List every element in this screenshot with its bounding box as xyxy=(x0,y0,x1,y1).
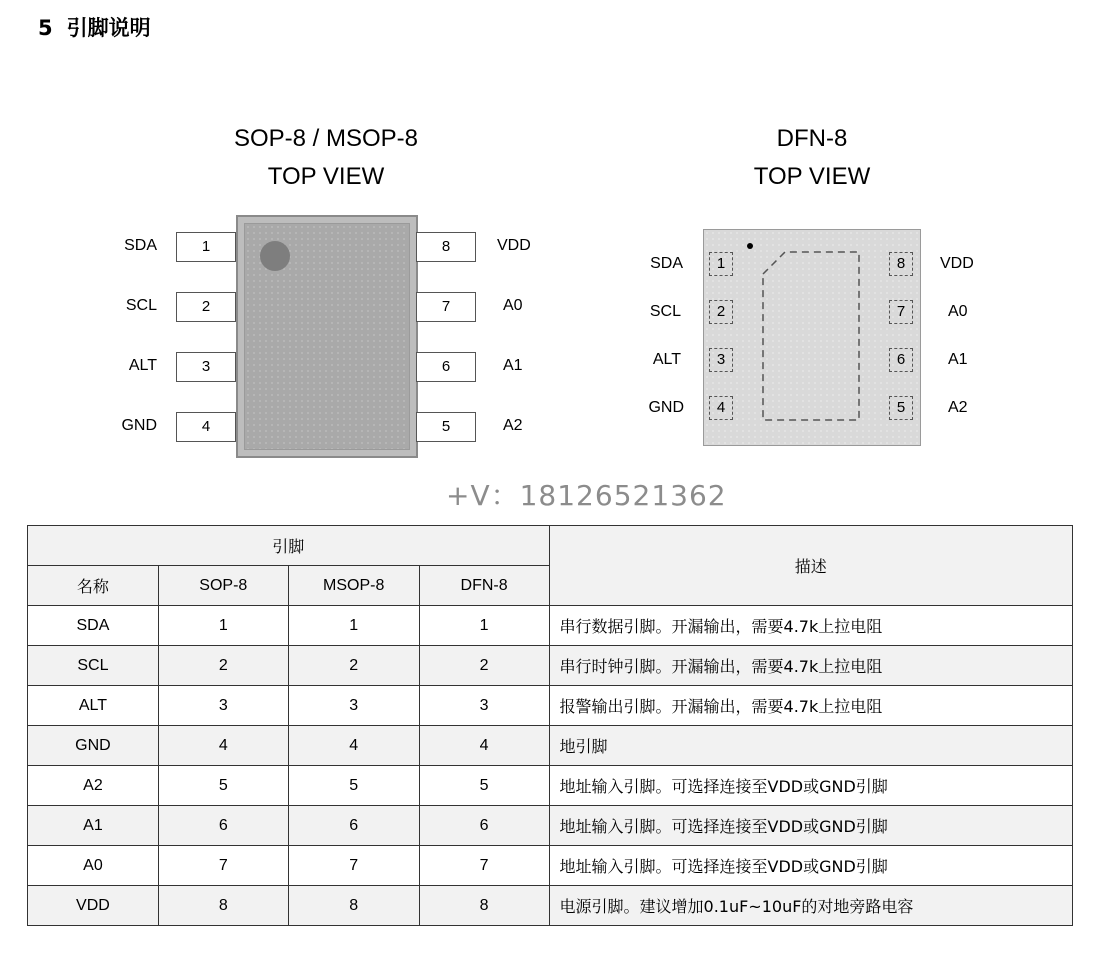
pin-name-cell: A1 xyxy=(28,806,159,846)
sop-pin: 8 xyxy=(416,232,476,262)
sop-pin-cell: 3 xyxy=(158,686,288,726)
sop-pin-cell: 7 xyxy=(158,846,288,886)
pin-name-cell: GND xyxy=(28,726,159,766)
sop-pin: 1 xyxy=(176,232,236,262)
sop-pin: 6 xyxy=(416,352,476,382)
dfn-pin: 5 xyxy=(889,396,913,420)
dfn-pin-label: GND xyxy=(648,399,684,416)
msop-pin-cell: 5 xyxy=(288,766,419,806)
sop-pin: 2 xyxy=(176,292,236,322)
pin-name-cell: A0 xyxy=(28,846,159,886)
description-cell: 地引脚 xyxy=(549,726,1072,766)
sop-pin: 7 xyxy=(416,292,476,322)
sop-pin-label: A2 xyxy=(503,417,523,434)
dfn-pin-cell: 7 xyxy=(419,846,549,886)
description-cell: 报警输出引脚。开漏输出，需要4.7k上拉电阻 xyxy=(549,686,1072,726)
sop-package-die xyxy=(244,223,410,450)
sop-pin-cell: 4 xyxy=(158,726,288,766)
description-header: 描述 xyxy=(549,526,1072,606)
msop-pin-cell: 8 xyxy=(288,886,419,926)
section-heading xyxy=(38,12,151,42)
pin-group-header: 引脚 xyxy=(28,526,550,566)
table-row xyxy=(28,646,1073,686)
sop-title-line1: SOP-8 / MSOP-8 xyxy=(233,125,419,152)
dfn-pin-label: SDA xyxy=(650,255,683,272)
dfn-pin: 7 xyxy=(889,300,913,324)
sop-pin: 5 xyxy=(416,412,476,442)
msop-pin-cell: 4 xyxy=(288,726,419,766)
dfn-package-title xyxy=(672,120,952,196)
table-row xyxy=(28,606,1073,646)
dfn-pin-cell: 8 xyxy=(419,886,549,926)
dfn-title-line1: DFN-8 xyxy=(776,125,848,152)
table-row xyxy=(28,726,1073,766)
sop-pin-label: SDA xyxy=(124,237,157,254)
description-cell: 地址输入引脚。可选择连接至VDD或GND引脚 xyxy=(549,806,1072,846)
dfn-pin-cell: 2 xyxy=(419,646,549,686)
dfn-pin: 8 xyxy=(889,252,913,276)
sop-pin-label: A0 xyxy=(503,297,523,314)
msop-pin-cell: 3 xyxy=(288,686,419,726)
table-row xyxy=(28,886,1073,926)
sop-title-line2: TOP VIEW xyxy=(267,163,385,190)
description-cell: 串行数据引脚。开漏输出，需要4.7k上拉电阻 xyxy=(549,606,1072,646)
sop-pin-cell: 2 xyxy=(158,646,288,686)
dfn-pin-label: A2 xyxy=(948,399,968,416)
dfn-pin-label: SCL xyxy=(649,303,681,320)
pin-name-cell: ALT xyxy=(28,686,159,726)
pin-name-cell: SCL xyxy=(28,646,159,686)
description-cell: 地址输入引脚。可选择连接至VDD或GND引脚 xyxy=(549,846,1072,886)
sop-pin-cell: 6 xyxy=(158,806,288,846)
dfn-title-line2: TOP VIEW xyxy=(753,163,871,190)
description-cell: 地址输入引脚。可选择连接至VDD或GND引脚 xyxy=(549,766,1072,806)
dfn-pin-label: A1 xyxy=(948,351,968,368)
dfn-pin: 1 xyxy=(709,252,733,276)
table-row xyxy=(28,806,1073,846)
dfn-pin: 6 xyxy=(889,348,913,372)
sop-pin: 3 xyxy=(176,352,236,382)
pin-name-cell: SDA xyxy=(28,606,159,646)
dfn-pin-label: VDD xyxy=(940,255,974,272)
sop-package-body xyxy=(236,215,418,458)
column-header-dfn8: DFN-8 xyxy=(419,566,549,606)
sop-pin-label: A1 xyxy=(503,357,523,374)
contact-text: +V：18126521362 xyxy=(446,479,727,512)
msop-pin-cell: 6 xyxy=(288,806,419,846)
pin-name-cell: A2 xyxy=(28,766,159,806)
dfn-pin-cell: 5 xyxy=(419,766,549,806)
pin-name-cell: VDD xyxy=(28,886,159,926)
section-number: 5 xyxy=(38,16,53,40)
dfn-pin: 4 xyxy=(709,396,733,420)
dfn-pin-cell: 6 xyxy=(419,806,549,846)
column-header-msop8: MSOP-8 xyxy=(288,566,419,606)
dfn-pin-cell: 3 xyxy=(419,686,549,726)
sop-pin-label: GND xyxy=(121,417,157,434)
dfn-pin-cell: 1 xyxy=(419,606,549,646)
msop-pin-cell: 7 xyxy=(288,846,419,886)
sop-pin-cell: 5 xyxy=(158,766,288,806)
sop-pin-label: SCL xyxy=(125,297,157,314)
dfn-pin-cell: 4 xyxy=(419,726,549,766)
table-row xyxy=(28,766,1073,806)
msop-pin-cell: 2 xyxy=(288,646,419,686)
table-row xyxy=(28,686,1073,726)
dfn-pin: 2 xyxy=(709,300,733,324)
sop-package-title xyxy=(186,120,466,196)
sop-pin-cell: 8 xyxy=(158,886,288,926)
description-cell: 电源引脚。建议增加0.1uF~10uF的对地旁路电容 xyxy=(549,886,1072,926)
dfn-pin-label: A0 xyxy=(948,303,968,320)
sop-pin-cell: 1 xyxy=(158,606,288,646)
column-header-name: 名称 xyxy=(28,566,159,606)
dfn-package-body xyxy=(703,229,921,446)
section-title: 引脚说明 xyxy=(66,16,151,40)
sop-pin: 4 xyxy=(176,412,236,442)
pin-description-table xyxy=(27,525,1073,926)
dfn-pin-label: ALT xyxy=(652,351,681,368)
column-header-sop8: SOP-8 xyxy=(158,566,288,606)
description-cell: 串行时钟引脚。开漏输出，需要4.7k上拉电阻 xyxy=(549,646,1072,686)
dfn-exposed-pad-outline xyxy=(703,229,921,446)
msop-pin-cell: 1 xyxy=(288,606,419,646)
sop-pin-label: VDD xyxy=(497,237,531,254)
dfn-pin: 3 xyxy=(709,348,733,372)
sop-pin-label: ALT xyxy=(128,357,157,374)
pin1-indicator-dot xyxy=(260,241,290,271)
table-row xyxy=(28,846,1073,886)
